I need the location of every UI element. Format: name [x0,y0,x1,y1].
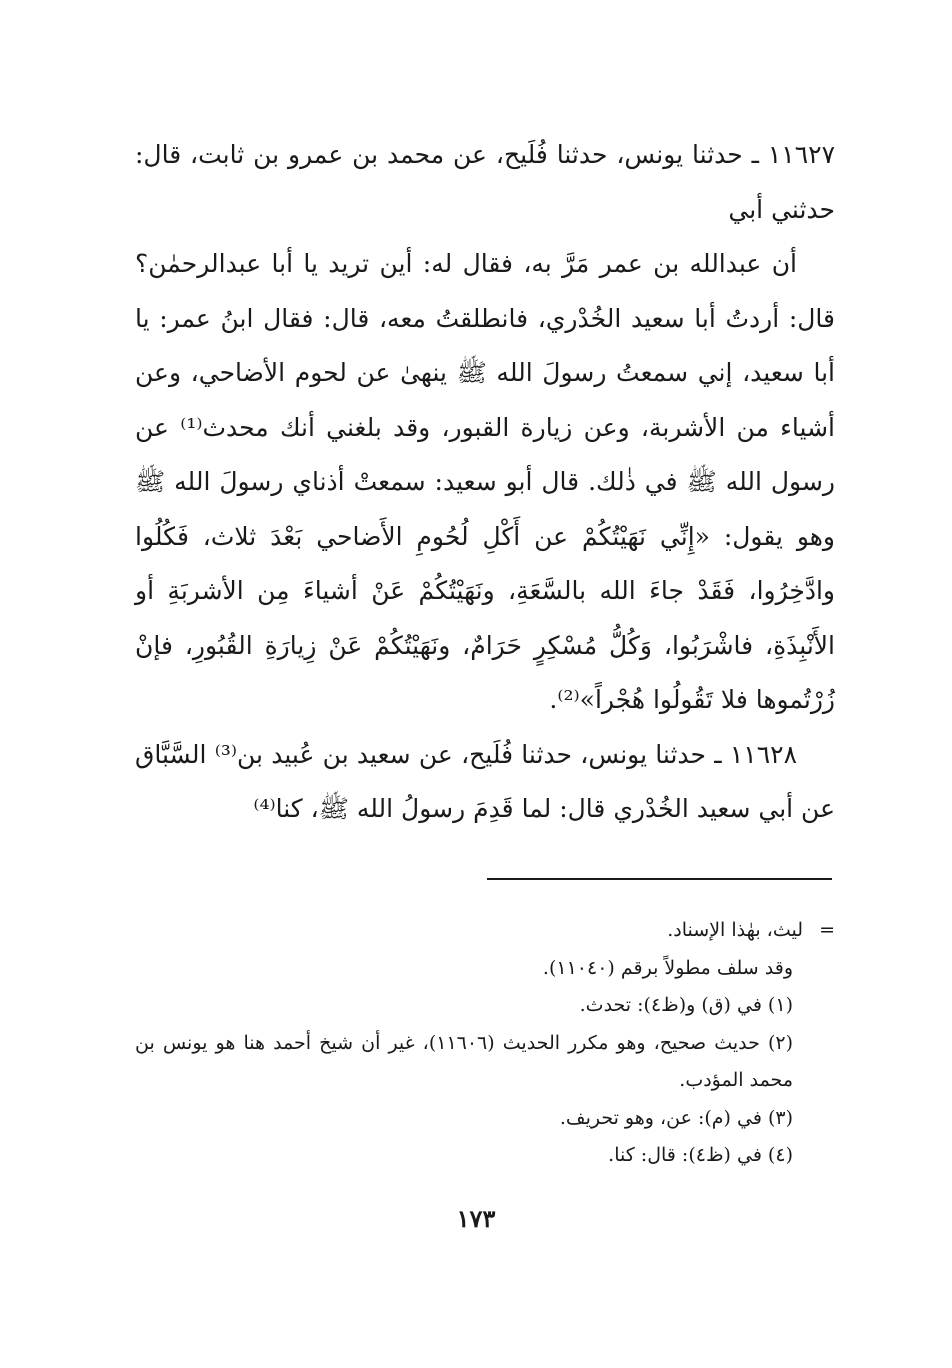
footnotes [135,912,835,1175]
continuation-marker: = [819,919,835,941]
footnote-2: (٢) حديث صحيح، وهو مكرر الحديث (١١٦٠٦)، غير أن شيخ أحمد هنا هو يونس بن محمد المؤدب. [135,1031,794,1091]
footnote-continuation-text: ليث، بهٰذا الإسناد. [667,919,803,941]
page-number: ١٧٣ [456,1204,496,1233]
footnote-3: (٣) في (م): عن، وهو تحريف. [559,1106,793,1129]
footnote-4: (٤) في (ظ٤): قال: كنا. [608,1144,793,1166]
footnote-continuation-line [135,912,835,950]
hadith-11627-text: أن عبدالله بن عمر مَرَّ به، فقال له: أين تريد يا أبا عبدالرحمٰن؟ قال: أردتُ أبا سعيد الخُدْري، فانطلقتُ معه، قال: فقال ابنُ عمر: يا أبا سعيد، إني سمعتُ رسولَ الله ﷺ ينهىٰ عن لحوم الأضاحي، وعن أشياء من الأشربة، وعن زيارة القبور، وقد بلغني أنك محدث⁽¹⁾ عن رسول الله ﷺ في ذٰلك. قال أبو سعيد: سمعتْ أذناي رسولَ الله ﷺ وهو يقول: «إِنِّي نَهَيْتُكُمْ عن أَكْلِ لُحُومِ الأَضاحي بَعْدَ ثلاث، فَكُلُوا وادَّخِرُوا، فَقَدْ جاءَ الله بالسَّعَةِ، ونَهَيْتُكُمْ عَنْ أشياءَ مِن الأشربَةِ أو الأَنْبِذَةِ، فاشْرَبُوا، وَكُلُّ مُسْكِرٍ حَرَامٌ، ونَهَيْتُكُمْ عَنْ زِيارَةِ القُبُورِ، فإنْ زُرْتُموها فلا تَقُولُوا هُجْراً»⁽²⁾. [135,249,835,714]
footnote-divider [487,878,832,880]
main-text [135,128,835,837]
hadith-11628-heading: ١١٦٢٨ ـ حدثنا يونس، حدثنا فُلَيح، عن سعيد بن عُبيد بن⁽³⁾ السَّبَّاق عن أبي سعيد الخُدْري قال: لما قَدِمَ رسولُ الله ﷺ، كنا⁽⁴⁾ [135,739,835,823]
hadith-11627-heading: ١١٦٢٧ ـ حدثنا يونس، حدثنا فُلَيح، عن محمد بن عمرو بن ثابت، قال: حدثني أبي [135,140,835,224]
footnote-1: (١) في (ق) و(ظ٤): تحدث. [579,994,793,1016]
footnote-continuation-2: وقد سلف مطولاً برقم (١١٠٤٠). [542,956,793,979]
